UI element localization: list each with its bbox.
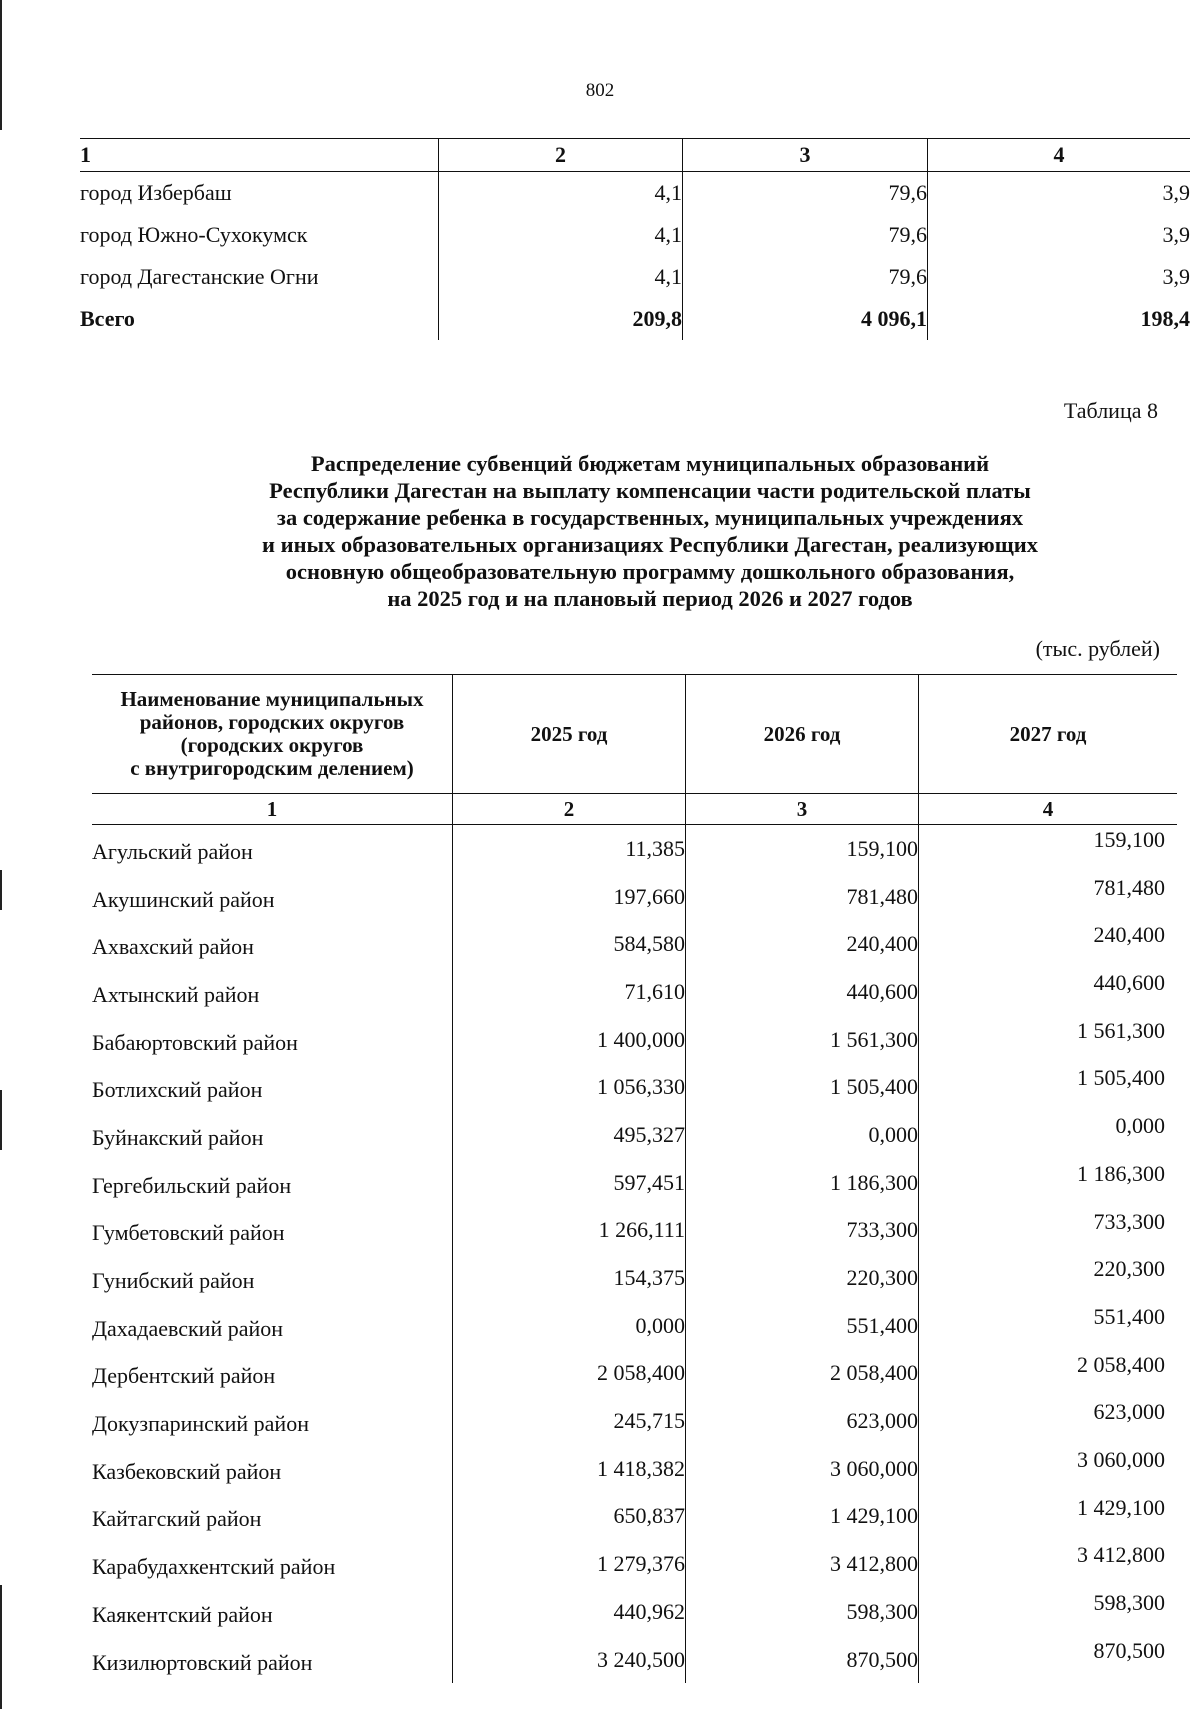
title-line: основную общеобразовательную программу дошкольного образования, <box>285 559 1015 584</box>
total-label: Всего <box>80 306 135 331</box>
table-row <box>92 1302 1177 1350</box>
table-row <box>80 172 1190 215</box>
value-2026: 220,300 <box>686 1254 919 1302</box>
value-2026: 2 058,400 <box>686 1350 919 1398</box>
total-value: 209,8 <box>439 298 683 340</box>
total-value: 198,4 <box>1140 306 1190 331</box>
value-2027: 220,300 <box>1093 1256 1165 1282</box>
scan-margin-line <box>0 0 2 130</box>
cell-value: 3,9 <box>1162 222 1190 247</box>
row-name: город Дагестанские Огни <box>80 264 319 289</box>
table-row <box>92 1540 1177 1588</box>
value-2027: 1 505,400 <box>1077 1065 1165 1091</box>
table-row <box>92 968 1177 1016</box>
value-2025: 1 418,382 <box>453 1445 686 1493</box>
district-name: Гергебильский район <box>92 1172 292 1198</box>
district-name: Казбековский район <box>92 1458 282 1484</box>
title-line: Распределение субвенций бюджетам муниципальных образований <box>310 451 990 476</box>
row-name: город Южно-Сухокумск <box>80 222 308 247</box>
cell-value: 79,6 <box>683 256 928 298</box>
table-row <box>92 1636 1177 1684</box>
table-row <box>92 920 1177 968</box>
value-2025: 597,451 <box>453 1159 686 1207</box>
value-2027: 870,500 <box>1093 1637 1165 1663</box>
district-name: Кизилюртовский район <box>92 1649 313 1675</box>
value-2027: 1 561,300 <box>1077 1017 1165 1043</box>
value-2027: 1 429,100 <box>1077 1494 1165 1520</box>
value-2025: 1 056,330 <box>453 1063 686 1111</box>
value-2026: 598,300 <box>686 1588 919 1636</box>
header-name <box>92 675 453 794</box>
value-2027: 623,000 <box>1093 1399 1165 1425</box>
header-name-line: (городских округов <box>180 733 364 757</box>
value-2027: 1 186,300 <box>1077 1160 1165 1186</box>
col-number: 3 <box>683 139 928 172</box>
value-2025: 584,580 <box>453 920 686 968</box>
value-2025: 650,837 <box>453 1493 686 1541</box>
district-name: Акушинский район <box>92 886 275 912</box>
value-2027: 0,000 <box>1115 1113 1165 1139</box>
title-line: на 2025 год и на плановый период 2026 и 2027 годов <box>387 586 913 611</box>
cell-value: 4,1 <box>439 214 683 256</box>
col-number: 2 <box>439 139 683 172</box>
table-row <box>92 1016 1177 1064</box>
col-number: 1 <box>92 794 453 825</box>
cell-value: 79,6 <box>683 172 928 215</box>
value-2025: 245,715 <box>453 1397 686 1445</box>
value-2026: 1 429,100 <box>686 1493 919 1541</box>
value-2026: 1 561,300 <box>686 1016 919 1064</box>
table-row <box>92 825 1177 873</box>
table-row <box>92 1207 1177 1255</box>
scan-margin-line <box>0 1090 2 1150</box>
subsidy-table <box>92 674 1177 1683</box>
district-name: Гунибский район <box>92 1268 255 1294</box>
value-2027: 733,300 <box>1093 1208 1165 1234</box>
value-2026: 623,000 <box>686 1397 919 1445</box>
value-2025: 0,000 <box>453 1302 686 1350</box>
value-2026: 733,300 <box>686 1207 919 1255</box>
district-name: Агульский район <box>92 838 253 864</box>
header-row <box>92 675 1177 794</box>
value-2025: 440,962 <box>453 1588 686 1636</box>
district-name: Карабудахкентский район <box>92 1554 336 1580</box>
cell-value: 4,1 <box>439 172 683 215</box>
title-line: Республики Дагестан на выплату компенсации части родительской платы <box>269 478 1031 503</box>
header-name-line: районов, городских округов <box>139 710 405 734</box>
header-year: 2027 год <box>919 675 1178 794</box>
table-row <box>92 1159 1177 1207</box>
district-name: Дербентский район <box>92 1363 276 1389</box>
table-row <box>80 256 1190 298</box>
value-2026: 0,000 <box>686 1111 919 1159</box>
district-name: Ботлихский район <box>92 1077 263 1103</box>
col-number: 3 <box>686 794 919 825</box>
table-row <box>92 873 1177 921</box>
header-year: 2026 год <box>686 675 919 794</box>
district-name: Докузпаринский район <box>92 1411 309 1437</box>
value-2026: 870,500 <box>686 1636 919 1684</box>
cell-value: 3,9 <box>1162 180 1190 205</box>
district-name: Бабаюртовский район <box>92 1029 298 1055</box>
value-2026: 781,480 <box>686 873 919 921</box>
value-2026: 1 505,400 <box>686 1063 919 1111</box>
continuation-table <box>80 138 1190 340</box>
col-number: 4 <box>928 139 1191 172</box>
row-name: город Избербаш <box>80 180 232 205</box>
value-2027: 3 060,000 <box>1077 1446 1165 1472</box>
value-2025: 154,375 <box>453 1254 686 1302</box>
value-2025: 71,610 <box>453 968 686 1016</box>
district-name: Кайтагский район <box>92 1506 262 1532</box>
col-number: 4 <box>919 794 1178 825</box>
value-2027: 598,300 <box>1093 1590 1165 1615</box>
title-line: и иных образовательных организациях Республики Дагестан, реализующих <box>262 532 1038 557</box>
value-2025: 1 400,000 <box>453 1016 686 1064</box>
value-2027: 159,100 <box>1093 827 1165 852</box>
scan-margin-line <box>0 1585 2 1709</box>
table-row <box>92 1397 1177 1445</box>
value-2027: 440,600 <box>1093 970 1165 996</box>
value-2027: 3 412,800 <box>1077 1542 1165 1568</box>
cell-value: 4,1 <box>439 256 683 298</box>
value-2025: 3 240,500 <box>453 1636 686 1684</box>
value-2026: 3 412,800 <box>686 1540 919 1588</box>
table-row <box>92 1111 1177 1159</box>
header-year: 2025 год <box>453 675 686 794</box>
district-name: Каякентский район <box>92 1601 273 1627</box>
value-2027: 240,400 <box>1093 922 1165 948</box>
table-label: Таблица 8 <box>1063 398 1158 423</box>
value-2026: 159,100 <box>686 825 919 873</box>
table-row <box>92 1493 1177 1541</box>
value-2026: 240,400 <box>686 920 919 968</box>
value-2026: 551,400 <box>686 1302 919 1350</box>
title-line: за содержание ребенка в государственных, муниципальных учреждениях <box>276 505 1024 530</box>
header-name-line: Наименование муниципальных <box>120 687 424 711</box>
value-2027: 2 058,400 <box>1077 1351 1165 1377</box>
table-row <box>92 1350 1177 1398</box>
cell-value: 79,6 <box>683 214 928 256</box>
value-2025: 495,327 <box>453 1111 686 1159</box>
column-number-row <box>92 794 1177 825</box>
value-2026: 440,600 <box>686 968 919 1016</box>
cell-value: 3,9 <box>1162 264 1190 289</box>
value-2026: 3 060,000 <box>686 1445 919 1493</box>
table-row <box>92 1588 1177 1636</box>
page-number: 802 <box>585 80 615 101</box>
column-number-row <box>80 139 1190 172</box>
table-row <box>92 1254 1177 1302</box>
value-2027: 551,400 <box>1093 1303 1165 1329</box>
table-row <box>92 1445 1177 1493</box>
value-2026: 1 186,300 <box>686 1159 919 1207</box>
value-2025: 1 266,111 <box>453 1207 686 1255</box>
district-name: Ахвахский район <box>92 934 254 960</box>
table-title <box>100 450 1200 612</box>
value-2027: 781,480 <box>1093 874 1165 900</box>
table-row <box>92 1063 1177 1111</box>
col-number: 2 <box>453 794 686 825</box>
value-2025: 197,660 <box>453 873 686 921</box>
col-number: 1 <box>80 139 439 172</box>
total-row <box>80 298 1190 340</box>
total-value: 4 096,1 <box>683 298 928 340</box>
district-name: Буйнакский район <box>92 1124 264 1150</box>
scan-margin-line <box>0 870 2 910</box>
table-row <box>80 214 1190 256</box>
district-name: Гумбетовский район <box>92 1220 285 1246</box>
value-2025: 11,385 <box>453 825 686 873</box>
district-name: Дахадаевский район <box>92 1315 284 1341</box>
header-name-line: с внутригородским делением) <box>130 756 414 780</box>
units-label: (тыс. рублей) <box>1035 636 1160 661</box>
district-name: Ахтынский район <box>92 981 260 1007</box>
value-2025: 1 279,376 <box>453 1540 686 1588</box>
value-2025: 2 058,400 <box>453 1350 686 1398</box>
